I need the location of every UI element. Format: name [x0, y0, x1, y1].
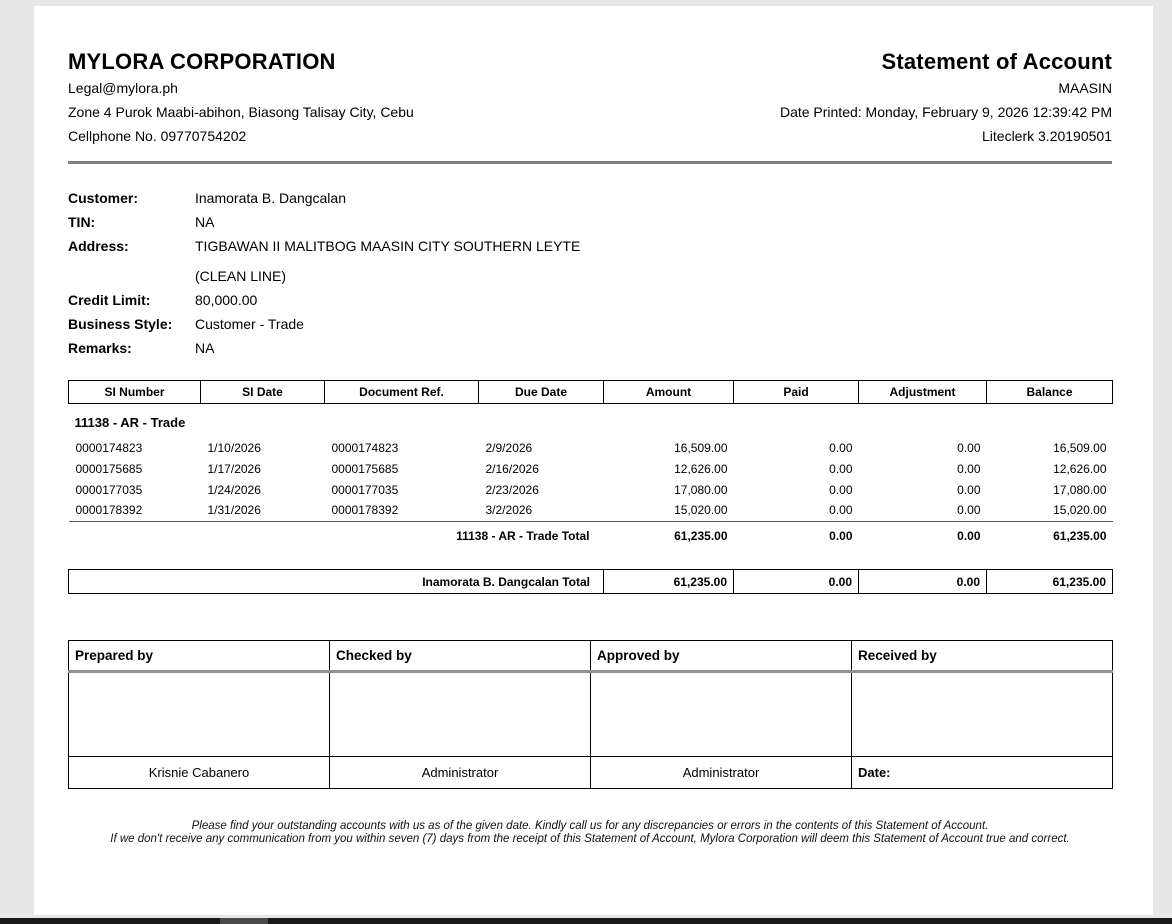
cell-paid: 0.00 [829, 440, 853, 455]
footer-note-line2: If we don't receive any communication from you within seven (7) days from the receipt of this Statement of Account, Mylora Corporation will deem this Statement of Account true and correct. [110, 833, 1070, 845]
branch-name: MAASIN [1058, 80, 1112, 96]
cell-si-date: 1/10/2026 [207, 440, 261, 455]
table-row [69, 500, 1113, 521]
info-value: (CLEAN LINE) [195, 268, 287, 284]
info-row-address [68, 234, 1112, 258]
column-header-due-date: Due Date [479, 381, 604, 404]
column-header-adjustment: Adjustment [859, 381, 987, 404]
info-label: TIN: [68, 214, 96, 230]
column-header-amount: Amount [604, 381, 734, 404]
info-row-business-style [68, 312, 1112, 336]
grand-total-balance: 61,235.00 [987, 570, 1113, 594]
cell-si-number: 0000175685 [75, 461, 143, 476]
cell-si-number: 0000178392 [75, 503, 143, 518]
grand-total-paid: 0.00 [734, 570, 859, 594]
info-row-credit-limit [68, 288, 1112, 312]
document-page [34, 6, 1153, 915]
cell-due-date: 3/2/2026 [485, 503, 533, 518]
signatory-prepared: Krisnie Cabanero [69, 757, 330, 789]
cell-due-date: 2/16/2026 [485, 461, 539, 476]
cell-si-date: 1/31/2026 [207, 503, 261, 518]
header-divider [68, 161, 1112, 164]
cell-amount: 12,626.00 [674, 461, 728, 476]
software-version: Liteclerk 3.20190501 [982, 128, 1112, 144]
company-email: Legal@mylora.ph [68, 80, 178, 96]
signatory-checked: Administrator [330, 757, 591, 789]
signature-header-received: Received by [852, 641, 1113, 672]
cell-document-ref: 0000174823 [331, 440, 399, 455]
signatory-row [69, 757, 1113, 789]
footer-note-line1: Please find your outstanding accounts with us as of the given date. Kindly call us for any discrepancies or errors in the contents of this Statement of Account. [191, 820, 989, 832]
document-title: Statement of Account [881, 49, 1112, 74]
info-row-remarks [68, 336, 1112, 360]
company-name: MYLORA CORPORATION [68, 49, 336, 74]
info-row-address2 [68, 264, 1112, 288]
document-content [68, 6, 1112, 846]
signature-space-row [69, 672, 1113, 757]
info-label: Business Style: [68, 316, 173, 332]
horizontal-scrollbar-thumb[interactable] [220, 918, 268, 924]
document-meta-block [780, 48, 1112, 148]
date-printed: Date Printed: Monday, February 9, 2026 12:39:42 PM [779, 104, 1112, 120]
cell-balance: 17,080.00 [1053, 482, 1107, 497]
cell-paid: 0.00 [829, 503, 853, 518]
signature-space-cell [591, 672, 852, 757]
signatory-approved: Administrator [591, 757, 852, 789]
customer-info-section [68, 186, 1112, 360]
cell-document-ref: 0000178392 [331, 503, 399, 518]
grand-total-row [69, 570, 1113, 594]
info-row-tin [68, 210, 1112, 234]
company-phone: Cellphone No. 09770754202 [68, 128, 247, 144]
cell-si-date: 1/17/2026 [207, 461, 261, 476]
signature-header-prepared: Prepared by [69, 641, 330, 672]
table-row [69, 479, 1113, 500]
cell-paid: 0.00 [829, 461, 853, 476]
grand-total-table [68, 569, 1113, 594]
statement-table [68, 380, 1113, 551]
cell-amount: 15,020.00 [674, 503, 728, 518]
group-total-row [69, 521, 1113, 551]
account-group-header [69, 404, 1113, 438]
grand-total-amount: 61,235.00 [604, 570, 734, 594]
signature-space-cell [852, 672, 1113, 757]
cell-document-ref: 0000177035 [331, 482, 399, 497]
cell-si-number: 0000177035 [75, 482, 143, 497]
group-total-balance: 61,235.00 [987, 521, 1113, 551]
info-label [68, 264, 195, 288]
company-address: Zone 4 Purok Maabi-abihon, Biasong Talisay City, Cebu [68, 104, 414, 120]
group-total-amount: 61,235.00 [604, 521, 734, 551]
signature-header-row [69, 641, 1113, 672]
table-row [69, 458, 1113, 479]
signatory-date-label: Date: [852, 757, 1113, 789]
group-total-paid: 0.00 [734, 521, 859, 551]
cell-adjustment: 0.00 [957, 440, 981, 455]
cell-paid: 0.00 [829, 482, 853, 497]
column-header-document-ref: Document Ref. [325, 381, 479, 404]
cell-adjustment: 0.00 [957, 503, 981, 518]
cell-balance: 15,020.00 [1053, 503, 1107, 518]
document-header [68, 48, 1112, 148]
signature-header-approved: Approved by [591, 641, 852, 672]
info-value: NA [195, 340, 215, 356]
cell-amount: 16,509.00 [674, 440, 728, 455]
grand-total-adjustment: 0.00 [859, 570, 987, 594]
cell-si-number: 0000174823 [75, 440, 143, 455]
info-label: Customer: [68, 190, 139, 206]
column-header-row [69, 381, 1113, 404]
signature-space-cell [69, 672, 330, 757]
info-label: Address: [68, 238, 129, 254]
info-value: Customer - Trade [195, 316, 304, 332]
info-label: Remarks: [68, 340, 132, 356]
cell-balance: 12,626.00 [1053, 461, 1107, 476]
info-value: TIGBAWAN II MALITBOG MAASIN CITY SOUTHERN LEYTE [195, 238, 581, 254]
cell-due-date: 2/9/2026 [485, 440, 533, 455]
cell-due-date: 2/23/2026 [485, 482, 539, 497]
cell-si-date: 1/24/2026 [207, 482, 261, 497]
info-value: NA [195, 214, 215, 230]
column-header-paid: Paid [734, 381, 859, 404]
column-header-si-number: SI Number [69, 381, 201, 404]
table-row [69, 437, 1113, 458]
horizontal-scrollbar[interactable] [0, 918, 1172, 924]
info-row-customer [68, 186, 1112, 210]
signature-table [68, 640, 1113, 789]
grand-total-label: Inamorata B. Dangcalan Total [69, 570, 604, 594]
signature-space-cell [330, 672, 591, 757]
column-header-si-date: SI Date [201, 381, 325, 404]
info-value: 80,000.00 [195, 292, 258, 308]
group-total-label: 11138 - AR - Trade Total [69, 521, 604, 551]
signature-header-checked: Checked by [330, 641, 591, 672]
group-total-adjustment: 0.00 [859, 521, 987, 551]
info-value: Inamorata B. Dangcalan [195, 190, 346, 206]
cell-adjustment: 0.00 [957, 461, 981, 476]
column-header-balance: Balance [987, 381, 1113, 404]
cell-document-ref: 0000175685 [331, 461, 399, 476]
company-block [68, 48, 414, 148]
info-label: Credit Limit: [68, 292, 151, 308]
cell-balance: 16,509.00 [1053, 440, 1107, 455]
account-group-label: 11138 - AR - Trade [74, 415, 186, 430]
footer-note [68, 820, 1112, 846]
cell-adjustment: 0.00 [957, 482, 981, 497]
cell-amount: 17,080.00 [674, 482, 728, 497]
